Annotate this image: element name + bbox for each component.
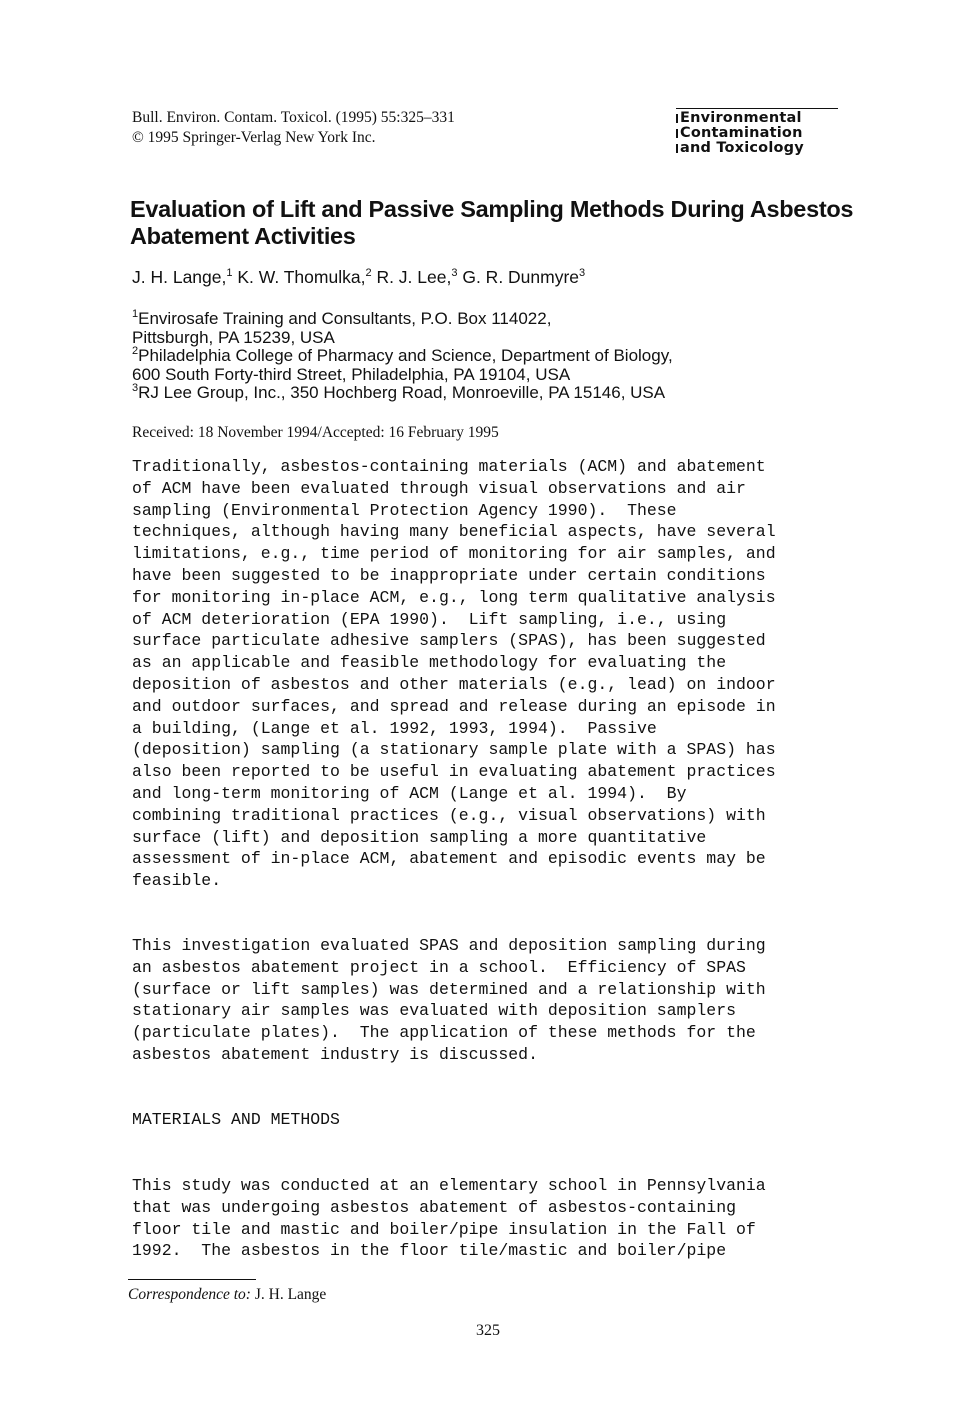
affiliation-text: RJ Lee Group, Inc., 350 Hochberg Road, Monroeville, PA 15146, USA (138, 383, 666, 402)
affiliation-line (132, 329, 673, 348)
affiliation-mark: 3 (132, 382, 139, 394)
footnote-divider (128, 1279, 256, 1280)
affiliation-mark: 1 (132, 308, 139, 320)
correspondence-label: Correspondence to: (128, 1286, 251, 1303)
author-affiliation-mark: 3 (451, 267, 458, 279)
author-affiliation-mark: 3 (579, 267, 586, 279)
copyright-line: © 1995 Springer-Verlag New York Inc. (132, 129, 376, 146)
body-paragraph: This investigation evaluated SPAS and deposition sampling during an asbestos abatement project in a school. Efficiency of SPAS (surface or lift samples) was determined and a relationship with stationary air samples was evaluated with deposition samplers (particulate plates). The application of these methods for the asbestos abatement industry is discussed. (132, 936, 766, 1064)
author-affiliation-mark: 2 (365, 267, 372, 279)
affiliation-text: Pittsburgh, PA 15239, USA (132, 327, 335, 347)
affiliation-line (132, 347, 673, 366)
article-title: Evaluation of Lift and Passive Sampling Methods During Asbestos Abatement Activities (130, 196, 854, 249)
affiliation-text: 600 South Forty-third Street, Philadelphia, PA 19104, USA (132, 364, 571, 384)
body-paragraph: Traditionally, asbestos-containing materials (ACM) and abatement of ACM have been evaluated through visual observations and air sampling (Environmental Protection Agency 1990). These techniques, although having many beneficial aspects, have several limitations, e.g., time period of monitoring for air samples, and have been suggested to be inappropriate under certain conditions for monitoring in-place ACM, e.g., long term qualitative analysis of ACM deterioration (EPA 1990). Lift sampling, i.e., using surface particulate adhesive samplers (SPAS), has been suggested as an applicable and feasible methodology for evaluating the deposition of asbestos and other materials (e.g., lead) on indoor and outdoor surfaces, and spread and release during an episode in a building, (Lange et al. 1992, 1993, 1994). Passive (deposition) sampling (a stationary sample plate with a SPAS) has also been reported to be useful in evaluating abatement practices and long-term monitoring of ACM (Lange et al. 1994). By combining traditional practices (e.g., visual observations) with surface (lift) and deposition sampling a more quantitative assessment of in-place ACM, abatement and episodic events may be feasible. (132, 457, 776, 891)
correspondence-name: J. H. Lange (254, 1286, 327, 1303)
received-dates: Received: 18 November 1994/Accepted: 16 February 1995 (132, 424, 499, 441)
affiliation-text: Philadelphia College of Pharmacy and Science, Department of Biology, (138, 346, 673, 365)
section-heading: MATERIALS AND METHODS (132, 1110, 340, 1129)
journal-logo (676, 108, 838, 156)
correspondence-note (128, 1285, 326, 1305)
author-name: J. H. Lange, (132, 267, 227, 287)
affiliation-line (132, 366, 673, 385)
affiliation-line (132, 384, 673, 403)
page-number: 325 (476, 1322, 500, 1339)
citation-line: Bull. Environ. Contam. Toxicol. (1995) 55:325–331 (132, 109, 455, 126)
journal-logo-line: Environmental (676, 111, 838, 126)
affiliation-line (132, 310, 673, 329)
journal-logo-line: Contamination (676, 126, 838, 141)
author-name: R. J. Lee, (376, 267, 452, 287)
body-paragraph: This study was conducted at an elementary school in Pennsylvania that was undergoing asbestos abatement of asbestos-containing floor tile and mastic and boiler/pipe insulation in the Fall of 1992. The asbestos in the floor tile/mastic and boiler/pipe (132, 1176, 766, 1261)
author-list (132, 266, 585, 288)
journal-citation (132, 108, 455, 148)
journal-logo-line: and Toxicology (676, 141, 838, 156)
author-name: K. W. Thomulka, (237, 267, 366, 287)
author-affiliation-mark: 1 (226, 267, 233, 279)
affiliation-list (132, 310, 673, 403)
author-name: G. R. Dunmyre (462, 267, 580, 287)
affiliation-text: Envirosafe Training and Consultants, P.O. Box 114022, (138, 309, 552, 328)
affiliation-mark: 2 (132, 345, 139, 357)
